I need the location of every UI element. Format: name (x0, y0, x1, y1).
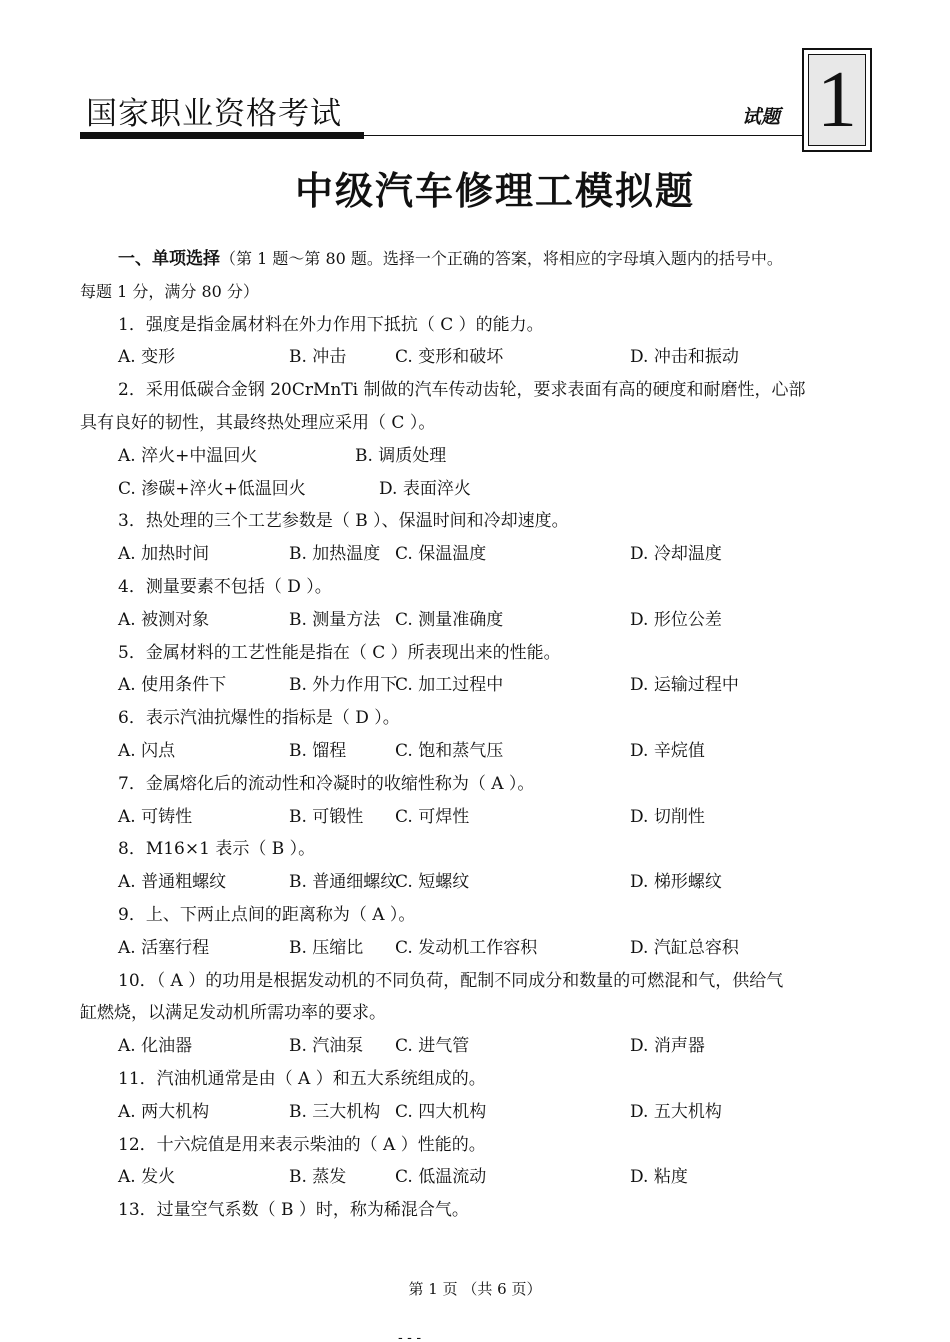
option-row (80, 1030, 880, 1063)
option-a: A. 普通粗螺纹 (118, 872, 227, 893)
option-d: D. 形位公差 (630, 609, 722, 630)
question-stem: 具有良好的韧性，其最终热处理应采用（ C ）。 (80, 412, 436, 433)
question-stem: 3．热处理的三个工艺参数是（ B ）、保温时间和冷却速度。 (118, 511, 569, 532)
option-d: D. 消声器 (630, 1036, 705, 1057)
option-b: B. 测量方法 (289, 609, 381, 630)
test-number: 1 (808, 54, 866, 146)
option-c: C. 发动机工作容积 (395, 937, 538, 958)
option-d: D. 冲击和振动 (630, 347, 739, 368)
option-row (80, 341, 880, 374)
option-c: C. 短螺纹 (395, 872, 470, 893)
option-row (80, 735, 880, 768)
header-thin-rule (364, 135, 804, 136)
question-stem: 10．（ A ）的功用是根据发动机的不同负荷，配制不同成分和数量的可燃混和气，供给气 (118, 970, 784, 991)
question-stem: 1．强度是指金属材料在外力作用下抵抗（ C ）的能力。 (118, 314, 544, 335)
option-row (80, 801, 880, 834)
option-d: D. 梯形螺纹 (630, 872, 722, 893)
option-b: B. 外力作用下 (289, 675, 398, 696)
question-stem: 5．金属材料的工艺性能是指在（ C ）所表现出来的性能。 (118, 642, 561, 663)
question-stem: 4．测量要素不包括（ D ）。 (118, 576, 332, 597)
header-tag: 试题 (742, 106, 781, 128)
option-d: D. 切削性 (630, 806, 705, 827)
option-b: B. 调质处理 (355, 445, 447, 466)
option-b: B. 冲击 (289, 347, 347, 368)
option-a: A. 变形 (118, 347, 176, 368)
section-heading (80, 243, 880, 276)
option-a: A. 活塞行程 (118, 937, 210, 958)
option-c: C. 四大机构 (395, 1101, 487, 1122)
option-row (80, 669, 880, 702)
option-d: D. 粘度 (630, 1167, 688, 1188)
bottom-mark: - - - (398, 1330, 422, 1342)
option-c: C. 可焊性 (395, 806, 470, 827)
option-a: A. 发火 (118, 1167, 176, 1188)
option-c: C. 测量准确度 (395, 609, 504, 630)
section-label: 一、单项选择 (118, 249, 220, 269)
option-b: B. 普通细螺纹 (289, 872, 398, 893)
question-stem: 9．上、下两止点间的距离称为（ A ）。 (118, 904, 416, 925)
question-stem: 6．表示汽油抗爆性的指标是（ D ）。 (118, 708, 400, 729)
option-a: A. 可铸性 (118, 806, 193, 827)
option-c: C. 变形和破坏 (395, 347, 504, 368)
option-c: C. 低温流动 (395, 1167, 487, 1188)
option-b: B. 压缩比 (289, 937, 364, 958)
option-a: A. 闪点 (118, 740, 176, 761)
option-d: D. 五大机构 (630, 1101, 722, 1122)
option-b: B. 汽油泵 (289, 1036, 364, 1057)
question-stem: 13．过量空气系数（ B ）时，称为稀混合气。 (118, 1200, 469, 1221)
question-content (80, 243, 880, 1227)
section-instructions: （第 1 题～第 80 题。选择一个正确的答案，将相应的字母填入题内的括号中。 (220, 249, 783, 268)
option-c: C. 保温温度 (395, 544, 487, 565)
option-a: A. 两大机构 (118, 1101, 210, 1122)
question-stem: 12．十六烷值是用来表示柴油的（ A ）性能的。 (118, 1134, 486, 1155)
option-a: A. 化油器 (118, 1036, 193, 1057)
option-c: C. 饱和蒸气压 (395, 740, 504, 761)
header-series-title: 国家职业资格考试 (86, 96, 342, 132)
question-stem: 2．采用低碳合金钢 20CrMnTi 制做的汽车传动齿轮，要求表面有高的硬度和耐磨性，心部 (118, 380, 806, 401)
test-number-box (802, 48, 872, 152)
option-b: D. 表面淬火 (379, 478, 471, 499)
document-title: 中级汽车修理工模拟题 (294, 168, 695, 213)
option-row (80, 866, 880, 899)
option-a: A. 淬火+中温回火 (118, 445, 258, 466)
page-footer: 第 1 页 （共 6 页） (408, 1280, 542, 1298)
option-a: A. 被测对象 (118, 609, 210, 630)
option-row (80, 1161, 880, 1194)
option-d: D. 冷却温度 (630, 544, 722, 565)
option-row (80, 932, 880, 965)
question-stem: 8．M16×1 表示（ B ）。 (118, 839, 316, 860)
option-b: B. 蒸发 (289, 1167, 347, 1188)
option-row (80, 440, 880, 473)
question-stem: 11．汽油机通常是由（ A ）和五大系统组成的。 (118, 1068, 486, 1089)
option-c: C. 加工过程中 (395, 675, 504, 696)
option-b: B. 馏程 (289, 740, 347, 761)
option-d: D. 辛烷值 (630, 740, 705, 761)
header-thick-rule (80, 132, 364, 139)
option-row (80, 604, 880, 637)
question-stem: 缸燃烧，以满足发动机所需功率的要求。 (80, 1003, 386, 1024)
option-b: B. 三大机构 (289, 1101, 381, 1122)
option-row (80, 473, 880, 506)
option-d: D. 运输过程中 (630, 675, 739, 696)
option-row (80, 538, 880, 571)
option-c: C. 进气管 (395, 1036, 470, 1057)
option-d: D. 汽缸总容积 (630, 937, 739, 958)
option-b: B. 可锻性 (289, 806, 364, 827)
option-a: A. 加热时间 (118, 544, 210, 565)
option-row (80, 1096, 880, 1129)
section-instructions-cont: 每题 1 分，满分 80 分） (80, 281, 259, 301)
option-b: B. 加热温度 (289, 544, 381, 565)
option-a: C. 渗碳+淬火+低温回火 (118, 478, 306, 499)
question-stem: 7．金属熔化后的流动性和冷凝时的收缩性称为（ A ）。 (118, 773, 535, 794)
option-a: A. 使用条件下 (118, 675, 227, 696)
